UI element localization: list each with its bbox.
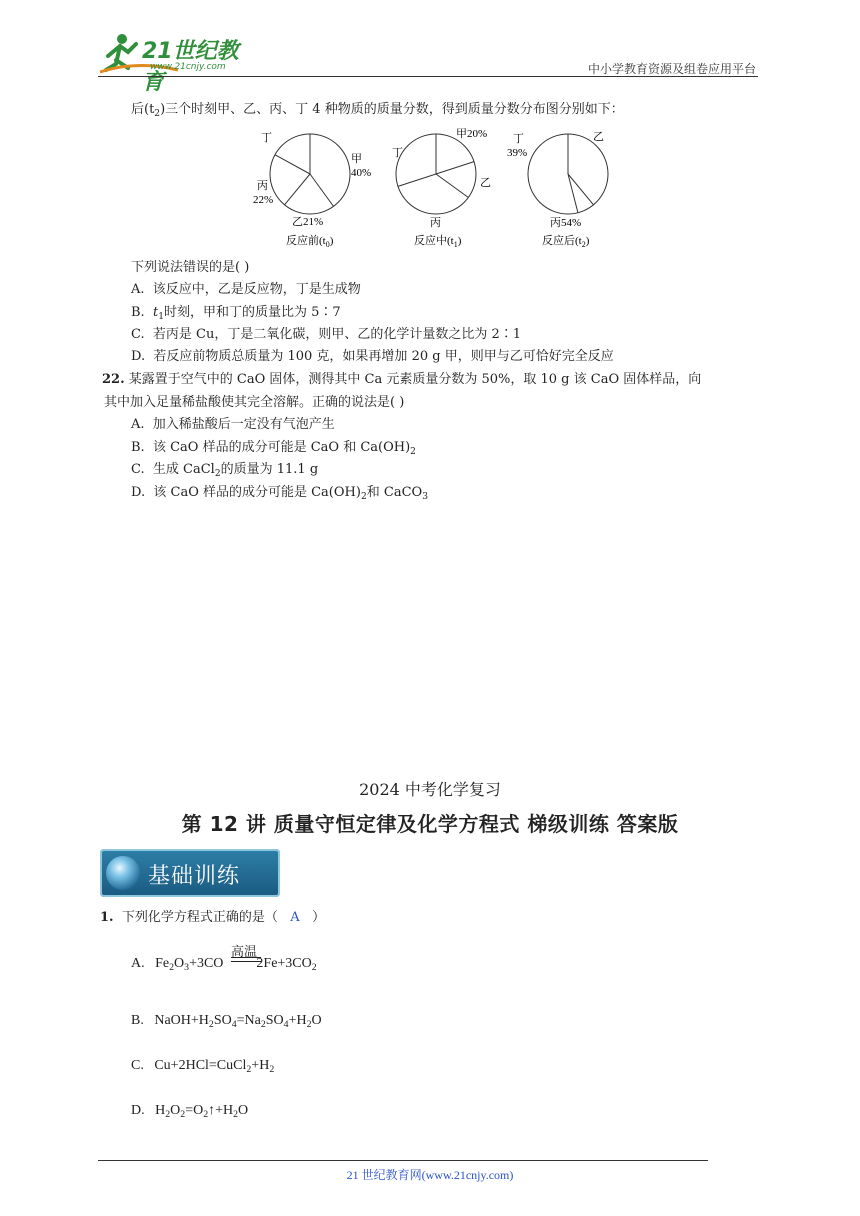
doc-title: 第 12 讲 质量守恒定律及化学方程式 梯级训练 答案版 [181,812,679,836]
a-q1-stem: 1. 下列化学方程式正确的是（ A ） [100,910,326,925]
q21-question: 下列说法错误的是( ) [131,260,250,275]
c3-caption: 反应后$(t_2)$ [542,235,590,249]
platform-name: 中小学教育资源及组卷应用平台 [587,62,756,76]
c2-yi-label: 乙 [480,177,491,189]
q21-intro: 后$(t_2)$三个时刻甲、乙、丙、丁 4 种物质的质量分数，得到质量分数分布图分别如下： [131,102,624,119]
q21-option-c: C. 若丙是 Cu，丁是二氧化碳，则甲、乙的化学计量数之比为 2∶1 [131,327,522,342]
q22-option-d: D. 该 CaO 样品的成分可能是 $Ca(OH)_2$和 CaCO$_3$ [131,485,428,502]
c1-jia-pct: 40% [351,167,372,179]
c2-ding-label: 丁 [392,147,403,159]
q21-option-a: A. 该反应中，乙是反应物，丁是生成物 [131,282,361,297]
c3-yi-label: 乙 [593,131,604,143]
q22-option-c: C. 生成 CaCl$_2$的质量为 11.1 g [131,462,319,479]
banner-label: 基础训练 [148,864,241,889]
logo-url: www.21cnjy.com [150,62,226,72]
c1-yi-label: 乙21% [292,216,324,228]
pie-charts [250,124,620,254]
c1-caption: 反应前$(t_0)$ [286,235,334,249]
header-divider [98,76,758,77]
doc-year: 2024 中考化学复习 [359,780,501,799]
footer-divider [98,1160,708,1161]
reaction-condition: 高温 [231,945,258,960]
a-q1-option-d: D. $H_2O_2=O_2↑+H_2O$ [131,1103,249,1120]
a-q1-answer: A [290,910,300,925]
c1-jia-label: 甲 [351,153,362,165]
c3-bing-label: 丙54% [550,217,582,229]
c2-caption: 反应中$(t_1)$ [414,235,462,249]
c2-jia-label: 甲20% [456,128,488,140]
a-q1-option-b: B. $NaOH+H_2SO_4=Na_2SO_4+H_2O$ [131,1013,322,1030]
c2-bing-label: 丙 [430,217,441,229]
c1-ding-label: 丁 [261,132,272,144]
logo [98,30,258,95]
section-banner [100,849,280,897]
c1-bing-pct: 22% [253,194,274,206]
c1-bing-label: 丙 [257,180,268,192]
a-q1-option-a: A. $Fe_2O_3+3CO$ $2Fe+3CO_2$ [131,956,317,973]
q22-stem-1: 22. 某露置于空气中的 CaO 固体，测得其中 Ca 元素质量分数为 50%，取 10 g 该 CaO 固体样品，向 [102,372,702,387]
q22-option-a: A. 加入稀盐酸后一定没有气泡产生 [131,417,335,432]
q21-option-d: D. 若反应前物质总质量为 100 克，如果再增加 20 g 甲，则甲与乙可恰好完全反应 [131,349,614,364]
c3-ding-label: 丁 [513,133,524,145]
a-q1-option-c: C. $Cu+2HCl=CuCl_2+H_2$ [131,1058,275,1075]
q21-option-b: B. $t_1$时刻，甲和丁的质量比为 5∶7 [131,305,341,322]
logo-text: 21世纪教育 [142,39,239,95]
banner-ball-icon [106,856,140,890]
footer-text: 21 世纪教育网(www.21cnjy.com) [346,1168,514,1182]
c3-ding-pct: 39% [507,147,528,159]
q22-option-b: B. 该 CaO 样品的成分可能是 CaO 和 $Ca(OH)_2$ [131,440,416,457]
q22-stem-2: 其中加入足量稀盐酸使其完全溶解。正确的说法是( ) [104,395,405,410]
